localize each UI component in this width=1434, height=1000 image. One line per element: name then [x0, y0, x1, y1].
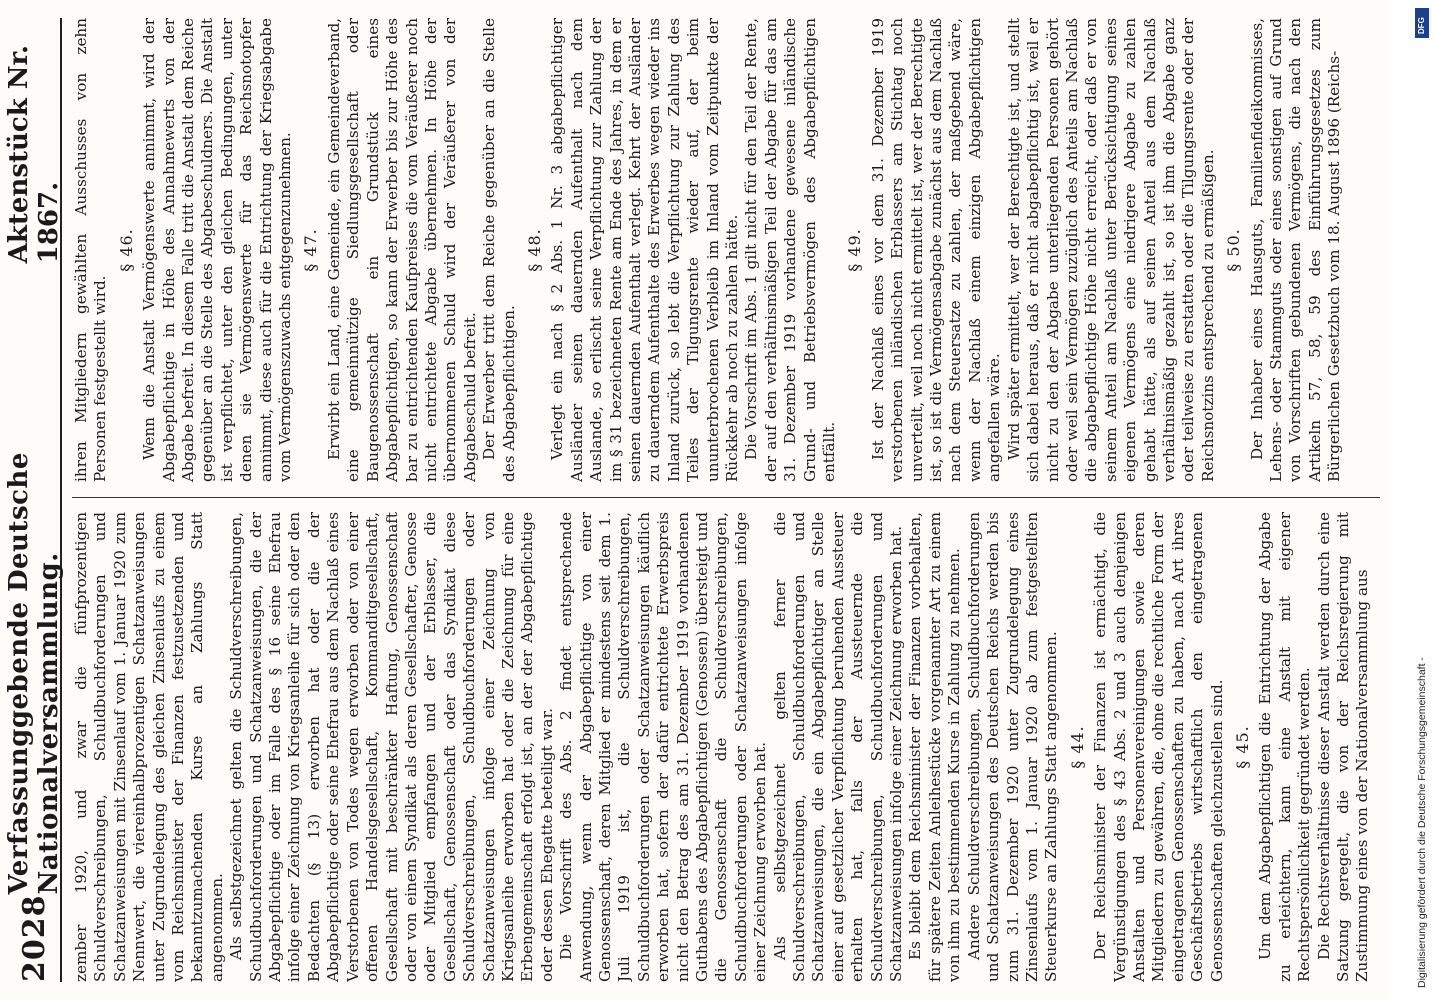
- paragraph: Der Inhaber eines Hausguts, Familienfideikommisses, Lehens- oder Stammguts oder eines sonstigen auf Grund von Vorschriften gebundenen Vermögens, die nach den Artikeln 57, 58, 59 des Einführungsgesetzes zum Bürgerlichen Gesetzbuch vom 18. August 1896 (Reichs-: [1247, 18, 1344, 482]
- section-heading: § 50.: [1224, 228, 1244, 272]
- section-heading: § 44.: [1067, 725, 1087, 769]
- paragraph: Wenn die Anstalt Vermögenswerte annimmt, wird der Abgabepflichtige in Höhe des Annahmewerts von der Abgabe befreit. In diesem Falle tritt die Anstalt dem Reiche gegenüber an die Stelle des Abgabeschuldners. Die Anstalt ist verpflichtet, unter den gleichen Bedingungen, unter denen sie Vermögenswerte für das Reichsnotopfer annimmt, diese auch für die Entrichtung der Kriegsabgabe vom Vermögenszuwachs entgegenzunehmen.: [140, 18, 295, 482]
- page-header: [4, 18, 64, 982]
- paragraph: Ist der Nachlaß eines vor dem 31. Dezember 1919 verstorbenen inländischen Erblassers am Stichtag noch unverteilt, weil noch nicht ermittelt ist, wer der Berechtigte ist, so ist die Vermögensabgabe zunächst aus dem Nachlaß nach dem Steuersatze zu zahlen, der maßgebend wäre, wenn der Nachlaß einem einzigen Abgabepflichtigen angefallen wäre.: [868, 18, 1004, 482]
- page-number: 2028: [16, 894, 52, 982]
- paragraph: Verlegt ein nach § 2 Abs. 1 Nr. 3 abgabepflichtiger Ausländer seinen dauernden Aufenthalt nach dem Auslande, so erlischt seine Verpflichtung zur Zahlung der im § 31 bezeichneten Rente am Ende des Jahres, in dem er seinen dauernden Aufenthalt verlegt. Kehrt der Ausländer zu dauerndem Aufenthalte des Erwerbes wegen wieder ins Inland zurück, so lebt die Verpflichtung zur Zahlung des Teiles der Tilgungsrente wieder auf, der beim ununterbrochenen Verbleib im Inland vom Zeitpunkte der Rückkehr ab noch zu zahlen hätte.: [548, 18, 741, 482]
- dfg-logo: DFG: [1415, 8, 1429, 38]
- paragraph: zember 1920, und zwar die fünfprozentigen Schuldverschreibungen, Schuldbuchforderungen und Schatzanweisungen mit Zinsenlauf vom 1. Januar 1920 zum Nennwert, die viereinhalbprozentigen Schatzanweisungen unter Zugrundelegung des gleichen Zinsenlaufs zu einem vom Reichsminister der Finanzen festzusetzenden und bekanntzumachenden Kurse an Zahlungs Statt angenommen.: [72, 512, 226, 982]
- paragraph: Die Vorschrift des Abs. 2 findet entsprechende Anwendung, wenn der Abgabepflichtige von einer Genossenschaft, deren Mitglied er mindestens seit dem 1. Juli 1919 ist, die Schuldverschreibungen, Schuldbuchforderungen oder Schatzanweisungen käuflich erworben hat, sofern der dafür entrichtete Erwerbspreis nicht den Betrag des am 31. Dezember 1919 vorhandenen Guthabens des Abgabepflichtigen (Genossen) übersteigt und die Genossenschaft die Schuldverschreibungen, Schuldbuchforderungen oder Schatzanweisungen infolge einer Zeichnung erworben hat.: [557, 512, 770, 982]
- paragraph: Wird später ermittelt, wer der Berechtigte ist, und stellt sich dabei heraus, daß er nicht abgabepflichtig ist, weil er nicht zu den der Abgabe unterliegenden Personen gehört oder weil sein Vermögen zuzüglich des Anteils am Nachlaß die abgabepflichtige Höhe nicht erreicht, oder daß er von seinem Anteil am Nachlaß unter Berücksichtigung seines eigenen Vermögens eine niedrigere Abgabe zu zahlen gehabt hätte, als auf seinen Anteil aus dem Nachlaß verhältnismäßig gezahlt ist, so ist ihm die Abgabe ganz oder teilweise zu erstatten oder die Tilgungsrente oder der Reichsnotzins entsprechend zu ermäßigen.: [1004, 18, 1217, 482]
- text-columns: [72, 18, 1380, 982]
- section-heading: § 49.: [845, 228, 865, 272]
- paragraph: Die Vorschrift im Abs. 1 gilt nicht für den Teil der Rente, der auf den verhältnismäßigen Teil der Abgabe für das am 31. Dezember 1919 vorhandene gewesene inländische Grund- und Betriebsvermögen des Abgabepflichtigen entfällt.: [742, 18, 839, 482]
- document-number: Aktenstück Nr. 1867.: [4, 45, 64, 264]
- section-heading: § 45.: [1232, 725, 1252, 769]
- paragraph: Als selbstgezeichnet gelten ferner die Schuldverschreibungen, Schuldbuchforderungen und Schatzanweisungen, die ein Abgabepflichtiger an Stelle einer auf gesetzlicher Verpflichtung beruhenden Aussteuer erhalten hat, falls der Aussteuernde die Schuldverschreibungen, Schuldbuchforderungen und Schatzanweisungen infolge einer Zeichnung erworben hat.: [770, 512, 906, 982]
- section-heading: § 48.: [524, 228, 544, 272]
- paragraph: Andere Schuldverschreibungen, Schuldbuchforderungen und Schatzanweisungen des Deutschen Reichs werden bis zum 31. Dezember 1920 unter Zugrundelegung eines Zinsenlaufs vom 1. Januar 1920 ab zum festgestellten Steuerkurse an Zahlungs Statt angenommen.: [964, 512, 1061, 982]
- right-column: [72, 18, 1380, 482]
- paragraph: Der Erwerber tritt dem Reiche gegenüber an die Stelle des Abgabepflichtigen.: [480, 18, 518, 482]
- column-divider: [72, 497, 1380, 498]
- paragraph: Die Rechtsverhältnisse dieser Anstalt werden durch eine Satzung geregelt, die von der Reichsregierung mit Zustimmung eines von der Nationalversammlung aus: [1314, 512, 1372, 982]
- left-column: [72, 512, 1380, 982]
- section-heading: § 47.: [301, 228, 321, 272]
- paragraph: Der Reichsminister der Finanzen ist ermächtigt, die Vergünstigungen des § 43 Abs. 2 und 3 auch denjenigen Anstalten und Personenvereinigungen sowie deren Mitgliedern zu gewähren, die, ohne die rechtliche Form der eingetragenen Genossenschaften zu haben, nach Art ihres Geschäftsbetriebs wirtschaftlich den eingetragenen Genossenschaften gleichzustellen sind.: [1091, 512, 1226, 982]
- funding-credit: [1414, 8, 1430, 988]
- paragraph: Erwirbt ein Land, eine Gemeinde, ein Gemeindeverband, eine gemeinnützige Siedlungsgesellschaft oder Baugenossenschaft ein Grundstück eines Abgabepflichtigen, so kann der Erwerber bis zur Höhe des bar zu entrichtenden Kaufpreises die vom Veräußerer noch nicht entrichtete Abgabe übernehmen. In Höhe der übernommenen Schuld wird der Veräußerer von der Abgabeschuld befreit.: [324, 18, 479, 482]
- paragraph: ihren Mitgliedern gewählten Ausschusses von zehn Personen festgestellt wird.: [72, 18, 110, 482]
- page-title: Verfassunggebende Deutsche Nationalversammlung.: [4, 452, 64, 895]
- paragraph: Als selbstgezeichnet gelten die Schuldverschreibungen, Schuldbuchforderungen und Schatzanweisungen, die der Abgabepflichtige oder im Falle des § 16 seine Ehefrau infolge einer Zeichnung von Kriegsanleihe für sich oder den Bedachten (§ 13) erworben hat oder die der Abgabepflichtige oder seine Ehefrau aus dem Nachlaß eines Verstorbenen von Todes wegen erworben oder von einer offenen Handelsgesellschaft, Kommanditgesellschaft, Gesellschaft mit beschränkter Haftung, Genossenschaft oder von einem Syndikat als deren Gesellschafter, Genosse oder Mitglied empfangen und der Erblasser, die Gesellschaft, Genossenschaft oder das Syndikat diese Schuldverschreibungen, Schuldbuchforderungen oder Schatzanweisungen infolge einer Zeichnung von Kriegsanleihe erworben hat oder die Zeichnung für eine Erbengemeinschaft erfolgt ist, an der der Abgabepflichtige oder dessen Ehegatte beteiligt war.: [227, 512, 556, 982]
- paragraph: Es bleibt dem Reichsminister der Finanzen vorbehalten, für spätere Zeiten Anleihestücke vorgenannter Art zu einem von ihm zu bestimmenden Kurse in Zahlung zu nehmen.: [906, 512, 964, 982]
- paragraph: Um dem Abgabepflichtigen die Entrichtung der Abgabe zu erleichtern, kann eine Anstalt mit eigener Rechtspersönlichkeit gegründet werden.: [1256, 512, 1314, 982]
- section-heading: § 46.: [116, 228, 136, 272]
- credit-text: Digitalisierung gefördert durch die Deutsche Forschungsgemeinschaft -: [1416, 657, 1428, 988]
